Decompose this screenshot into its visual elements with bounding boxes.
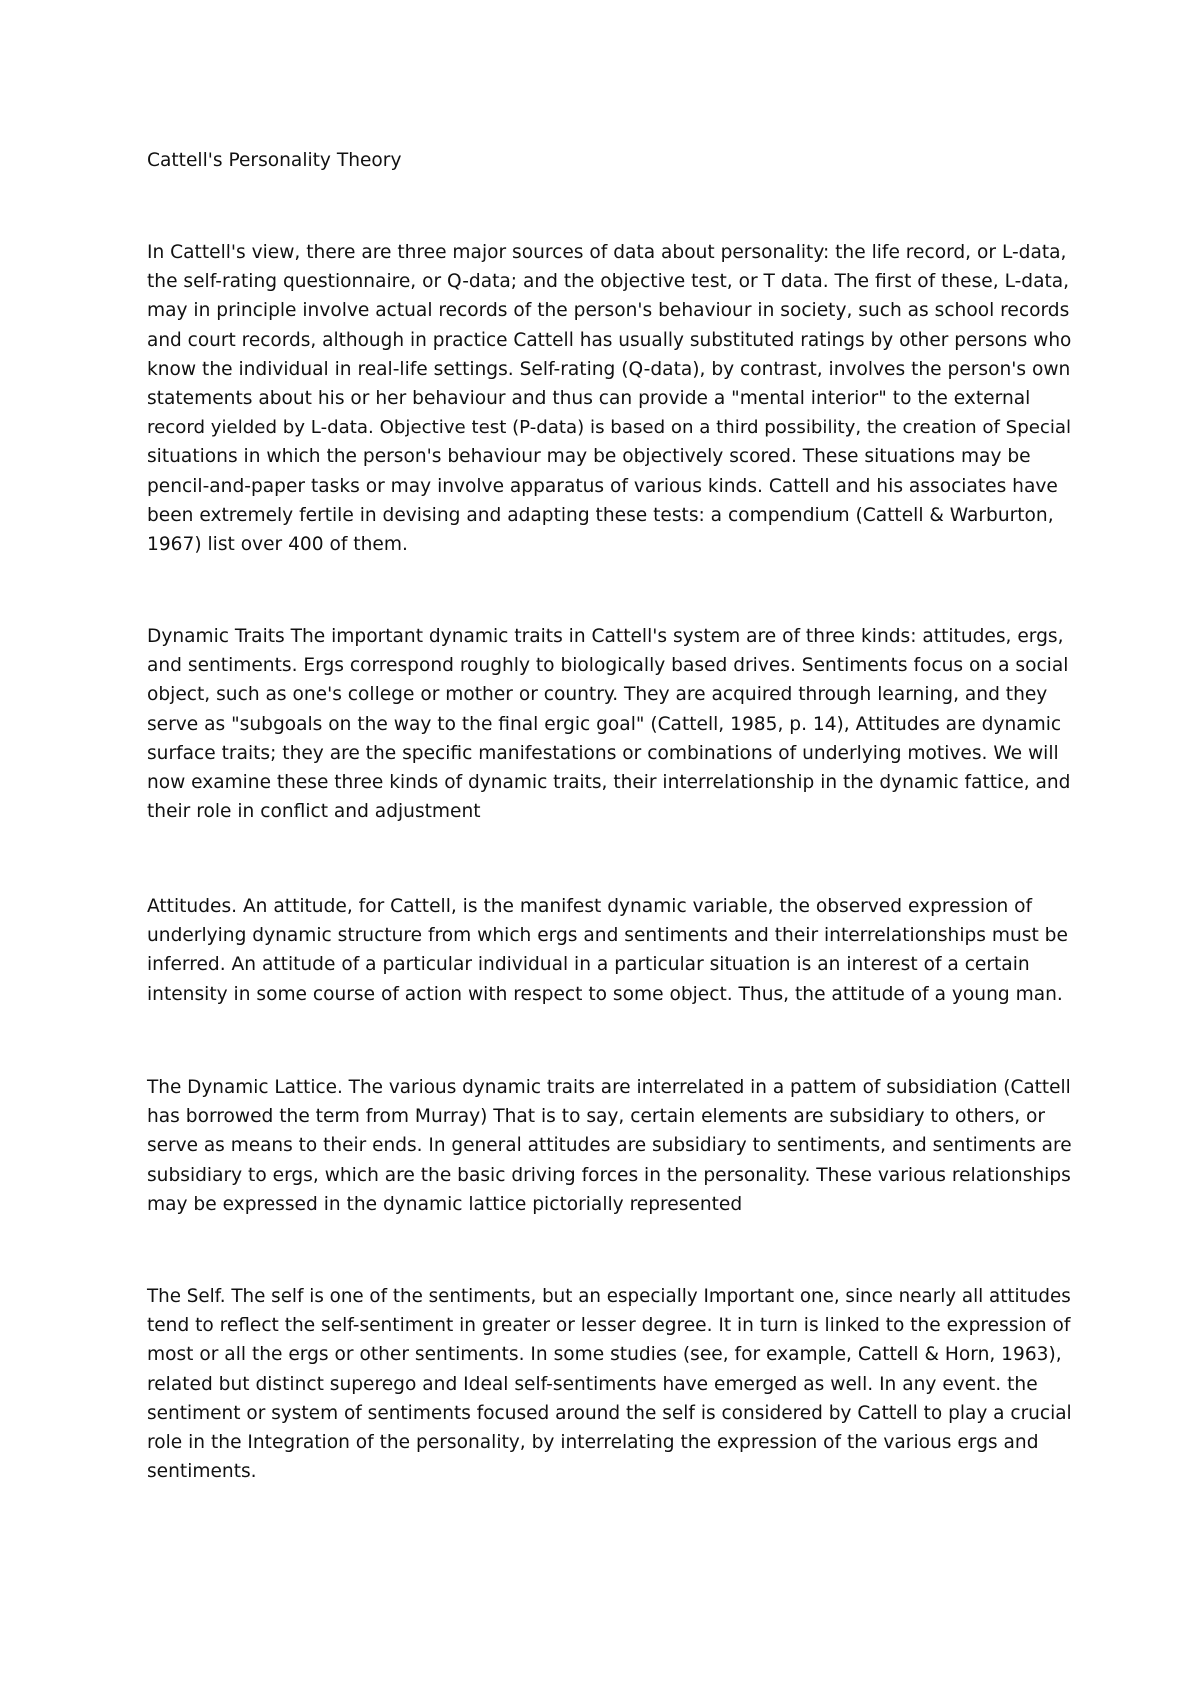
text-line: and court records, although in practice Cattell has usually substituted ratings by other persons who	[147, 329, 1072, 351]
text-line: pencil-and-paper tasks or may involve apparatus of various kinds. Cattell and his associates have	[147, 475, 1058, 497]
text-line: serve as means to their ends. In general attitudes are subsidiary to sentiments, and sentiments are	[147, 1135, 1072, 1157]
text-line: Dynamic Traits The important dynamic traits in Cattell's system are of three kinds: attitudes, ergs,	[147, 626, 1064, 647]
text-line: The Self. The self is one of the sentiments, but an especially Important one, since nearly all attitudes	[147, 1286, 1071, 1307]
text-line: may in principle involve actual records of the person's behaviour in society, such as school records	[147, 300, 1070, 322]
text-line: 1967) list over 400 of them.	[147, 534, 408, 556]
paragraph-the-self	[147, 1282, 1071, 1486]
text-line: object, such as one's college or mother or country. They are acquired through learning, and they	[147, 684, 1048, 706]
text-line: their role in conflict and adjustment	[147, 801, 481, 823]
text-line: In Cattell's view, there are three major sources of data about personality: the life record, or L-data,	[147, 242, 1067, 263]
text-line: subsidiary to ergs, which are the basic driving forces in the personality. These various relationships	[147, 1164, 1071, 1186]
text-line: serve as "subgoals on the way to the final ergic goal" (Cattell, 1985, p. 14), Attitudes are dynamic	[147, 713, 1062, 735]
text-line: may be expressed in the dynamic lattice pictorially represented	[147, 1193, 743, 1215]
paragraph-data-sources	[147, 238, 1071, 559]
document-title: Cattell's Personality Theory	[147, 150, 402, 171]
text-line: has borrowed the term from Murray) That is to say, certain elements are subsidiary to others, or	[147, 1106, 1046, 1128]
paragraph-dynamic-traits	[147, 622, 1071, 826]
text-line: Attitudes. An attitude, for Cattell, is the manifest dynamic variable, the observed expression of	[147, 896, 1033, 917]
text-line: know the individual in real-life settings. Self-rating (Q-data), by contrast, involves the person's own	[147, 358, 1071, 380]
text-line: been extremely fertile in devising and adapting these tests: a compendium (Cattell & Warburton,	[147, 504, 1054, 526]
text-line: related but distinct superego and Ideal self-sentiments have emerged as well. In any event. the	[147, 1373, 1038, 1395]
text-line: The Dynamic Lattice. The various dynamic traits are interrelated in a pattem of subsidiation (Cattell	[147, 1077, 1071, 1098]
text-line: sentiment or system of sentiments focused around the self is considered by Cattell to play a crucial	[147, 1402, 1072, 1424]
text-line: tend to reflect the self-sentiment in greater or lesser degree. It in turn is linked to the expression of	[147, 1315, 1071, 1337]
text-line: intensity in some course of action with respect to some object. Thus, the attitude of a young man.	[147, 983, 1063, 1005]
text-line: record yielded by L-data. Objective test (P-data) is based on a third possibility, the creation of Special	[147, 417, 1072, 439]
text-line: sentiments.	[147, 1461, 257, 1483]
text-line: statements about his or her behaviour and thus can provide a "mental interior" to the external	[147, 388, 1031, 410]
paragraph-attitudes	[147, 892, 1071, 1009]
text-line: most or all the ergs or other sentiments. In some studies (see, for example, Cattell & Horn, 1963),	[147, 1344, 1062, 1366]
text-line: surface traits; they are the specific manifestations or combinations of underlying motives. We will	[147, 742, 1059, 764]
text-line: inferred. An attitude of a particular individual in a particular situation is an interest of a certain	[147, 954, 1030, 976]
text-line: situations in which the person's behaviour may be objectively scored. These situations may be	[147, 446, 1031, 468]
text-line: role in the Integration of the personality, by interrelating the expression of the various ergs and	[147, 1432, 1039, 1454]
text-line: now examine these three kinds of dynamic traits, their interrelationship in the dynamic fattice, and	[147, 772, 1071, 794]
text-line: the self-rating questionnaire, or Q-data; and the objective test, or T data. The first of these, L-data,	[147, 271, 1070, 293]
text-line: and sentiments. Ergs correspond roughly to biologically based drives. Sentiments focus on a social	[147, 655, 1069, 677]
text-line: underlying dynamic structure from which ergs and sentiments and their interrelationships must be	[147, 925, 1068, 947]
paragraph-dynamic-lattice	[147, 1073, 1071, 1219]
